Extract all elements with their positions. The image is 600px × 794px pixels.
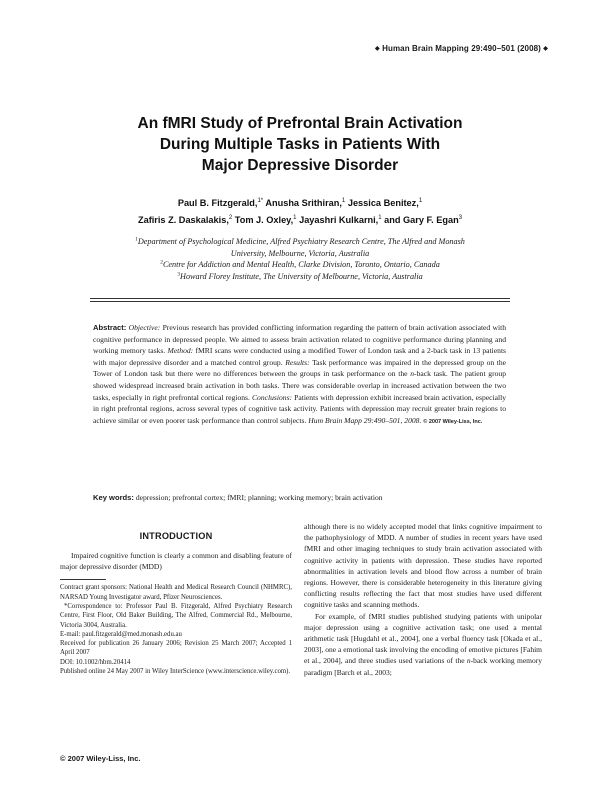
author-name: Anusha Srithiran, xyxy=(265,198,342,208)
author-line xyxy=(60,212,540,229)
affiliation-text: Centre for Addiction and Mental Health, Clarke Division, Toronto, Ontario, Canada xyxy=(162,260,440,269)
results-text-cont: -back task. The patient group showed widespread increased brain activation in both tasks. There was considerable overlap in increased activation between the two tasks, especially in right prefrontal cortical regions. xyxy=(93,369,506,402)
conclusions-label: Conclusions: xyxy=(251,392,293,402)
left-column xyxy=(60,530,292,676)
footnote-correspondence: *Correspondence to: Professor Paul B. Fitzgerald, Alfred Psychiatry Research Centre, First Floor, Old Baker Building, The Alfred, Commercial Rd., Melbourne, Victoria 3004, Australia. xyxy=(60,603,292,629)
author-sup: 2 xyxy=(228,214,233,221)
author-name: and Gary F. Egan xyxy=(384,215,459,225)
author-name: Zafiris Z. Daskalakis, xyxy=(137,215,229,225)
author-sup: 1 xyxy=(293,214,297,221)
author-sup: 1 xyxy=(378,214,382,221)
body-italic: n xyxy=(466,656,471,666)
body-paragraph: although there is no widely accepted model that links cognitive impairment to the pathophysiology of MDD. A number of studies in recent years have used fMRI and other imaging techniques to study brain activation associated with cognitive activity in patients with depression. These studies have reported abnormalities in activation levels and blood flow across a number of brain regions. However, there is considerable heterogeneity in this literature giving conflicting results reflecting the fact that most studies have used different cognitive tasks and scanning methods. xyxy=(304,522,542,610)
running-head xyxy=(375,44,548,53)
author-sup: 1* xyxy=(257,197,264,204)
method-label: Method: xyxy=(167,346,194,356)
results-label: Results: xyxy=(285,357,310,367)
author-line xyxy=(60,195,540,212)
footnotes xyxy=(60,583,292,676)
affiliations xyxy=(60,236,540,282)
affiliation-number: 2 xyxy=(160,259,163,266)
results-nback: n xyxy=(410,369,415,379)
affiliation-1-cont: University, Melbourne, Victoria, Australia xyxy=(230,248,370,258)
affiliation-text: Howard Florey Institute, The University of Melbourne, Victoria, Australia xyxy=(180,271,423,281)
footnote-doi: DOI: 10.1002/hbm.20414 xyxy=(60,658,131,666)
footnote-grants: Contract grant sponsors: National Health and Medical Research Council (NHMRC), NARSAD Young Investigator award, Pfizer Neurosciences. xyxy=(60,584,292,601)
footnote-rule xyxy=(60,579,106,580)
keywords-label: Key words: xyxy=(93,493,134,502)
author-list xyxy=(60,195,540,229)
footer-copyright: © 2007 Wiley-Liss, Inc. xyxy=(60,754,141,763)
footnote-published: Published online 24 May 2007 in Wiley InterScience (www.interscience.wiley.com). xyxy=(60,668,291,676)
author-name: Jayashri Kulkarni, xyxy=(299,215,379,225)
title-line: During Multiple Tasks in Patients With xyxy=(159,136,441,153)
author-name: Paul B. Fitzgerald, xyxy=(177,198,258,208)
divider-rule xyxy=(90,298,510,299)
author-sup: 1 xyxy=(341,197,346,204)
keywords xyxy=(93,492,506,503)
footnote-email: E-mail: paul.fitzgerald@med.monash.edu.au xyxy=(60,630,182,638)
method-text: fMRI scans were conducted using a modified Tower of London task and a 2-back task in 13 patients with major depressive disorder and a matched control group. xyxy=(93,346,507,367)
affiliation-number: 1 xyxy=(135,236,138,243)
conclusions-text: Patients with depression exhibit increased brain activation, especially in right prefrontal regions, across several types of cognitive task activity. Patients with depression may recruit greater brain regions to achieve similar or even poorer task performance than control subjects. xyxy=(93,392,506,425)
author-sup: 3 xyxy=(458,214,463,221)
abstract-label: Abstract: xyxy=(93,323,127,332)
divider-rule xyxy=(90,301,510,302)
body-text: -back working memory paradigm [Barch et al., 2003; xyxy=(304,656,542,677)
affiliation-1 xyxy=(60,236,540,248)
footnote-received: Received for publication 26 January 2006; Revision 25 March 2007; Accepted 1 April 2007 xyxy=(60,640,292,657)
intro-paragraph: Impaired cognitive function is clearly a common and disabling feature of major depressive disorder (MDD) xyxy=(60,551,292,572)
journal-citation: Human Brain Mapping 29:490–501 (2008) xyxy=(382,44,541,53)
section-heading: INTRODUCTION xyxy=(139,531,213,541)
results-text: Task performance was impaired in the depressed group on the Tower of London task but there were no differences between the groups in task performance on the xyxy=(93,357,507,379)
affiliation-2 xyxy=(60,259,540,271)
title-line: Major Depressive Disorder xyxy=(201,157,399,174)
abstract-copyright: © 2007 Wiley-Liss, Inc. xyxy=(423,418,483,425)
keywords-text: depression; prefrontal cortex; fMRI; planning; working memory; brain activation xyxy=(135,493,383,502)
author-name: Tom J. Oxley, xyxy=(234,215,294,225)
abstract xyxy=(93,322,506,428)
affiliation-text: Department of Psychological Medicine, Alfred Psychiatry Research Centre, The Alfred and Monash xyxy=(137,237,465,246)
bullet-icon: ◆ xyxy=(543,46,548,52)
objective-text: Previous research has provided conflicting information regarding the pattern of brain activation associated with cognitive performance in depressed people. We aimed to assess brain activation related to cognitive performance during planning and working memory tasks. xyxy=(93,323,507,356)
right-column xyxy=(304,521,542,678)
title-line: An fMRI Study of Prefrontal Brain Activation xyxy=(137,115,463,132)
author-name: Jessica Benitez, xyxy=(347,198,419,208)
author-sup: 1 xyxy=(418,197,423,204)
bullet-icon: ◆ xyxy=(375,46,380,52)
citation: Hum Brain Mapp 29:490–501, 2008. xyxy=(308,415,422,425)
body-text: For example, of fMRI studies published studying patients with unipolar major depression using a cognitive activation task; one used a mental arithmetic task [Hugdahl et al., 2004], one a verbal fluency task [Okada et al., 2003], one a emotional task involving the encoding of emotive pictures [Fahim et al., 2004], and three studies used variations of the xyxy=(304,611,542,666)
article-title xyxy=(90,113,510,176)
affiliation-3 xyxy=(60,271,540,283)
affiliation-number: 3 xyxy=(177,270,181,277)
body-paragraph xyxy=(304,611,542,678)
objective-label: Objective: xyxy=(128,323,161,332)
